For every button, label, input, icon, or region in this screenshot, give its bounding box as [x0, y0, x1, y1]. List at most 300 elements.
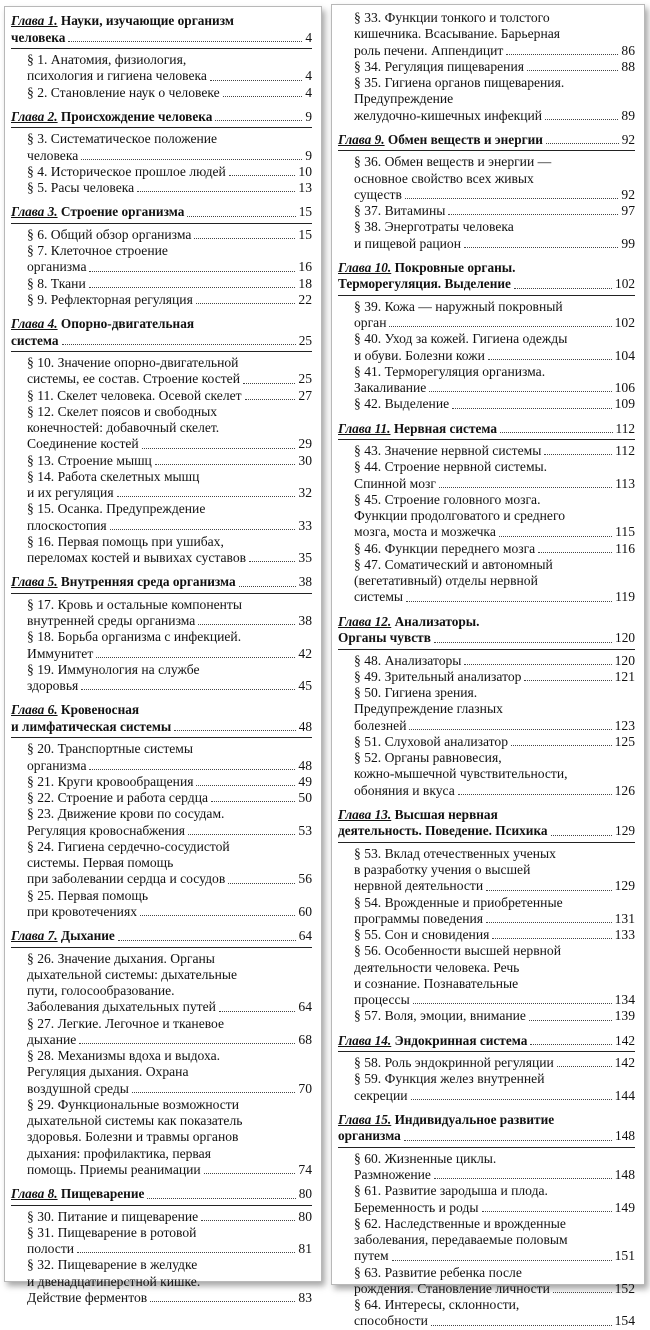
- section-list: [11, 227, 312, 308]
- section-text: § 58. Роль эндокринной регуляции: [354, 1055, 554, 1070]
- section-line: (вегетативный) отделы нервной: [354, 573, 538, 588]
- section-page: 86: [621, 42, 635, 58]
- dot-leader: [464, 247, 618, 248]
- chapter-title: Науки, изучающие организм: [60, 13, 234, 28]
- section-list: [338, 1151, 635, 1330]
- section-page: 115: [615, 524, 635, 540]
- section-line: [27, 292, 312, 308]
- section-page: 125: [614, 733, 635, 749]
- chapter-title: Внутренняя среда организма: [60, 574, 236, 590]
- section-entry: [27, 52, 312, 85]
- section-page: 116: [615, 540, 635, 556]
- dot-leader: [77, 1252, 295, 1253]
- chapter-page: 80: [298, 1186, 312, 1201]
- section-line: пути, голосообразование.: [27, 983, 175, 998]
- section-line: [27, 164, 312, 180]
- section-line: § 27. Легкие. Легочное и тканевое: [27, 1015, 225, 1031]
- dot-leader: [499, 536, 612, 537]
- section-text: Заболевания дыхательных путей: [27, 999, 216, 1015]
- section-line: [27, 1162, 312, 1178]
- dot-leader: [187, 216, 295, 217]
- chapter-heading: [11, 316, 312, 352]
- dot-leader: [96, 657, 295, 658]
- section-line: дыхательной системы: дыхательные: [27, 966, 238, 982]
- section-line: [354, 59, 635, 75]
- dot-leader: [89, 769, 295, 770]
- section-text: Спинной мозг: [354, 475, 436, 491]
- chapter-title: Кровеносная: [60, 702, 140, 718]
- chapter-title: и лимфатическая системы: [11, 718, 172, 734]
- chapter-title: Анализаторы.: [394, 613, 480, 629]
- dot-leader: [249, 561, 295, 562]
- section-text: при кровотечениях: [27, 903, 137, 919]
- dot-leader: [118, 940, 296, 941]
- section-list: [338, 299, 635, 413]
- section-entry: [354, 1055, 635, 1071]
- chapter-heading: [11, 928, 312, 948]
- section-page: 151: [614, 1248, 635, 1264]
- section-line: [354, 718, 635, 734]
- section-text: § 51. Слуховой анализатор: [354, 733, 509, 749]
- dot-leader: [409, 729, 611, 730]
- chapter-label: Глава 6.: [11, 702, 58, 718]
- chapter-title-line: [11, 719, 312, 736]
- section-page: 48: [298, 757, 312, 773]
- dot-leader: [458, 794, 612, 795]
- section-entry: [354, 1151, 635, 1184]
- section-text: и их регуляция: [27, 485, 114, 500]
- chapter-label: Глава 7.: [11, 928, 58, 943]
- section-entry: [354, 443, 635, 459]
- section-page: 30: [298, 452, 312, 468]
- section-text: § 5. Расы человека: [27, 180, 135, 195]
- section-line: § 7. Клеточное строение: [27, 243, 168, 258]
- section-line: [354, 783, 635, 799]
- dot-leader: [413, 1003, 612, 1004]
- section-line: § 60. Жизненные циклы.: [354, 1150, 497, 1166]
- section-text: § 9. Рефлекторная регуляция: [27, 291, 193, 307]
- dot-leader: [89, 287, 296, 288]
- section-line: [354, 315, 635, 331]
- section-line: § 32. Пищеварение в желудке: [27, 1257, 198, 1273]
- section-line: § 62. Наследственные и врожденные: [354, 1215, 566, 1231]
- chapter-label: Глава 11.: [338, 420, 391, 436]
- chapter-title: человека: [11, 29, 66, 45]
- chapter-title: Терморегуляция. Выделение: [338, 276, 511, 292]
- section-entry: [27, 388, 312, 404]
- section-entry: [354, 669, 635, 685]
- section-page: 32: [298, 485, 312, 500]
- section-line: § 40. Уход за кожей. Гигиена одежды: [354, 331, 568, 347]
- section-line: Регуляция дыхания. Охрана: [27, 1064, 189, 1080]
- section-text: Размножение: [354, 1167, 431, 1182]
- dot-leader: [392, 1260, 612, 1261]
- section-list: [338, 653, 635, 799]
- dot-leader: [89, 271, 295, 272]
- section-line: и сознание. Познавательные: [354, 975, 519, 991]
- section-entry: [354, 1297, 635, 1330]
- section-page: 109: [614, 396, 635, 412]
- dot-leader: [492, 938, 611, 939]
- chapter-title: Строение организма: [60, 204, 185, 220]
- section-list: [11, 597, 312, 695]
- section-line: [27, 436, 312, 452]
- section-line: § 14. Работа скелетных мышц: [27, 468, 200, 484]
- section-line: [354, 992, 635, 1008]
- section-page: 121: [614, 668, 635, 684]
- section-line: [27, 518, 312, 534]
- section-text: § 11. Скелет человека. Осевой скелет: [27, 387, 242, 403]
- section-line: [27, 646, 312, 662]
- section-line: [27, 550, 312, 566]
- dot-leader: [464, 664, 611, 665]
- section-page: 113: [615, 475, 635, 491]
- section-text: переломах костей и вывихах суставов: [27, 550, 247, 565]
- section-line: [27, 68, 312, 84]
- chapter-title-text: [338, 132, 543, 149]
- section-line: § 10. Значение опорно-двигательной: [27, 355, 239, 370]
- section-line: Предупреждение глазных: [354, 701, 503, 717]
- dot-leader: [68, 41, 302, 42]
- section-page: 106: [614, 380, 635, 395]
- chapter-heading: [338, 1033, 635, 1053]
- section-line: § 44. Строение нервной системы.: [354, 459, 548, 475]
- section-entry: [354, 943, 635, 1008]
- chapter-heading: [11, 574, 312, 594]
- dot-leader: [245, 399, 296, 400]
- section-text: § 46. Функции переднего мозга: [354, 540, 536, 556]
- section-page: 112: [615, 443, 635, 458]
- chapter-label: Глава 14.: [338, 1032, 392, 1048]
- section-line: § 3. Систематическое положение: [27, 131, 218, 147]
- section-text: внутренней среды организма: [27, 613, 196, 628]
- section-line: [27, 999, 312, 1015]
- section-list: [11, 131, 312, 196]
- section-line: кожно-мышечной чувствительности,: [354, 766, 568, 782]
- section-text: § 21. Круги кровообращения: [27, 773, 194, 789]
- dot-leader: [429, 391, 611, 392]
- dot-leader: [546, 143, 619, 144]
- dot-leader: [215, 120, 302, 121]
- section-text: способности: [354, 1313, 428, 1329]
- section-line: деятельности человека. Речь: [354, 959, 520, 975]
- dot-leader: [411, 1099, 612, 1100]
- section-entry: [354, 459, 635, 492]
- section-page: 134: [614, 992, 635, 1007]
- section-text: Регуляция кровоснабжения: [27, 822, 186, 838]
- section-entry: [27, 790, 312, 806]
- section-line: [27, 1209, 312, 1225]
- section-entry: [27, 355, 312, 388]
- chapter-title-text: [11, 928, 115, 945]
- chapter-label: Глава 8.: [11, 1186, 58, 1201]
- section-line: [354, 653, 635, 669]
- chapter-title: Нервная система: [393, 420, 498, 436]
- section-line: [27, 1290, 312, 1306]
- section-page: 13: [298, 180, 312, 195]
- chapter-title: Эндокринная система: [394, 1032, 528, 1048]
- section-text: орган: [354, 315, 387, 330]
- section-line: § 12. Скелет поясов и свободных: [27, 403, 218, 419]
- section-line: § 19. Иммунология на службе: [27, 661, 200, 677]
- dot-leader: [196, 785, 295, 786]
- section-page: 68: [298, 1031, 312, 1047]
- section-line: [354, 187, 635, 203]
- section-line: § 26. Значение дыхания. Органы: [27, 950, 215, 966]
- section-line: § 54. Врожденные и приобретенные: [354, 894, 563, 910]
- section-entry: [354, 59, 635, 75]
- chapter-title-text: [11, 109, 212, 126]
- section-line: [27, 485, 312, 501]
- section-entry: [27, 1225, 312, 1258]
- section-page: 33: [298, 517, 312, 533]
- section-text: и пищевой рацион: [354, 235, 461, 251]
- dot-leader: [514, 288, 612, 289]
- section-list: [338, 846, 635, 1025]
- section-line: кишечника. Всасывание. Барьерная: [354, 26, 561, 42]
- chapter-title-text: [11, 1186, 144, 1203]
- section-text: воздушной среды: [27, 1080, 129, 1096]
- section-entry: [354, 541, 635, 557]
- chapter-label: Глава 2.: [11, 108, 58, 124]
- section-text: § 55. Сон и сновидения: [354, 927, 490, 942]
- section-entry: [27, 806, 312, 839]
- section-page: 119: [615, 589, 635, 605]
- section-entry: [354, 557, 635, 606]
- dot-leader: [201, 1220, 295, 1221]
- section-text: здоровья: [27, 678, 79, 693]
- section-entry: [27, 227, 312, 243]
- section-text: § 49. Зрительный анализатор: [354, 668, 522, 684]
- section-line: § 23. Движение крови по сосудам.: [27, 806, 225, 822]
- section-entry: [27, 1016, 312, 1049]
- section-entry: [27, 469, 312, 502]
- section-entry: [27, 1097, 312, 1178]
- chapter-title: Органы чувств: [338, 630, 431, 645]
- chapter-page: 15: [298, 204, 312, 220]
- section-line: [27, 871, 312, 887]
- dot-leader: [500, 432, 613, 433]
- section-text: мозга, моста и мозжечка: [354, 524, 496, 540]
- section-entry: [354, 750, 635, 799]
- section-line: § 64. Интересы, склонности,: [354, 1297, 520, 1312]
- section-line: дыхательной системы как показатель: [27, 1113, 243, 1128]
- dot-leader: [551, 835, 612, 836]
- section-page: 74: [298, 1161, 312, 1177]
- section-line: [27, 85, 312, 101]
- dot-leader: [188, 834, 295, 835]
- chapter-title-line: [338, 614, 635, 631]
- section-text: § 34. Регуляция пищеварения: [354, 58, 524, 74]
- section-line: [354, 203, 635, 219]
- dot-leader: [530, 1044, 612, 1045]
- section-text: рождения. Становление личности: [354, 1280, 550, 1296]
- dot-leader: [204, 1173, 296, 1174]
- section-line: § 35. Гигиена органов пищеварения.: [354, 75, 565, 90]
- section-text: желудочно-кишечных инфекций: [354, 107, 543, 123]
- dot-leader: [529, 1020, 612, 1021]
- chapter-title-text: [11, 574, 236, 591]
- section-page: 139: [614, 1008, 635, 1024]
- section-list: [11, 52, 312, 101]
- chapter-heading: [338, 421, 635, 441]
- dot-leader: [538, 552, 612, 553]
- section-text: болезней: [354, 717, 407, 733]
- section-text: путем: [354, 1248, 389, 1264]
- section-page: 149: [614, 1199, 635, 1215]
- section-page: 29: [298, 436, 312, 452]
- chapter-title-line: [11, 333, 312, 350]
- section-entry: [27, 1257, 312, 1306]
- dot-leader: [439, 487, 612, 488]
- section-page: 42: [298, 645, 312, 661]
- chapter-label: Глава 3.: [11, 204, 58, 220]
- section-page: 27: [298, 387, 312, 403]
- chapter-page: 120: [615, 630, 635, 645]
- chapter-title: Высшая нервная: [394, 806, 498, 822]
- section-line: § 25. Первая помощь: [27, 887, 149, 903]
- chapter-heading: [338, 132, 635, 152]
- section-line: § 61. Развитие зародыша и плода.: [354, 1183, 548, 1199]
- section-line: § 59. Функция желез внутренней: [354, 1071, 545, 1087]
- section-line: [354, 1281, 635, 1297]
- section-line: § 50. Гигиена зрения.: [354, 685, 478, 700]
- section-line: § 24. Гигиена сердечно-сосудистой: [27, 838, 230, 854]
- chapter-heading: [338, 260, 635, 296]
- section-line: § 41. Терморегуляция организма.: [354, 363, 546, 379]
- chapter-title-line: [11, 702, 312, 719]
- section-entry: [27, 276, 312, 292]
- section-text: помощь. Приемы реанимации: [27, 1161, 201, 1177]
- dot-leader: [448, 214, 618, 215]
- section-entry: [354, 1265, 635, 1298]
- section-entry: [354, 927, 635, 943]
- chapter-heading: [338, 614, 635, 650]
- section-line: § 47. Соматический и автономный: [354, 556, 553, 572]
- toc-page-left: [4, 6, 322, 1305]
- section-page: 35: [298, 550, 312, 565]
- section-line: дыхания: профилактика, первая: [27, 1145, 211, 1161]
- section-entry: [354, 396, 635, 412]
- section-text: существ: [354, 186, 402, 202]
- section-line: [354, 524, 635, 540]
- chapter-title-line: [338, 276, 635, 293]
- section-page: 120: [614, 652, 635, 668]
- section-line: [354, 396, 635, 412]
- section-text: Беременность и роды: [354, 1199, 479, 1215]
- section-entry: [27, 131, 312, 164]
- chapter-heading: [11, 204, 312, 224]
- section-line: § 17. Кровь и остальные компоненты: [27, 596, 242, 612]
- section-text: процессы: [354, 992, 410, 1007]
- section-text: программы поведения: [354, 910, 484, 926]
- dot-leader: [79, 1043, 295, 1044]
- chapter-heading: [338, 1112, 635, 1148]
- section-text: организма: [27, 259, 87, 275]
- dot-leader: [174, 730, 295, 731]
- section-text: § 57. Воля, эмоции, внимание: [354, 1008, 526, 1024]
- section-line: [354, 541, 635, 557]
- section-line: [354, 348, 635, 364]
- section-line: [354, 669, 635, 685]
- dot-leader: [81, 159, 302, 160]
- section-text: секреции: [354, 1087, 408, 1103]
- section-page: 38: [298, 613, 312, 628]
- section-line: [354, 589, 635, 605]
- dot-leader: [137, 191, 295, 192]
- chapter-page: 112: [615, 420, 635, 436]
- chapter-title-line: [338, 132, 635, 149]
- chapter-page: 102: [615, 276, 635, 292]
- section-line: [354, 108, 635, 124]
- dot-leader: [434, 1178, 612, 1179]
- section-list: [11, 951, 312, 1179]
- section-page: 70: [298, 1080, 312, 1096]
- chapter-heading: [11, 109, 312, 129]
- section-text: нервной деятельности: [354, 878, 484, 894]
- chapter-label: Глава 1.: [11, 13, 58, 28]
- section-page: 123: [614, 717, 635, 733]
- chapter-title: Пищеварение: [60, 1186, 145, 1201]
- section-entry: [27, 534, 312, 567]
- section-text: Действие ферментов: [27, 1289, 148, 1305]
- section-text: плоскостопия: [27, 517, 107, 533]
- section-text: § 13. Строение мышц: [27, 452, 152, 468]
- section-line: Функции продолговатого и среднего: [354, 508, 565, 523]
- chapter-page: 92: [621, 131, 635, 147]
- dot-leader: [211, 801, 295, 802]
- section-entry: [354, 331, 635, 364]
- section-line: [354, 1008, 635, 1024]
- chapter-label: Глава 5.: [11, 574, 58, 590]
- section-line: [354, 1167, 635, 1183]
- chapter-title: система: [11, 332, 59, 348]
- chapter-page: 148: [615, 1128, 635, 1144]
- section-text: § 22. Строение и работа сердца: [27, 790, 209, 805]
- section-page: 88: [621, 58, 635, 74]
- dot-leader: [486, 890, 612, 891]
- section-list: [338, 154, 635, 252]
- section-page: 83: [298, 1289, 312, 1305]
- section-entry: [27, 888, 312, 921]
- section-line: и двенадцатиперстной кишке.: [27, 1273, 201, 1289]
- chapter-label: Глава 4.: [11, 316, 58, 331]
- section-line: [27, 180, 312, 196]
- section-text: психология и гигиена человека: [27, 68, 207, 84]
- chapter-title-text: [338, 276, 511, 293]
- section-line: [27, 1241, 312, 1257]
- section-line: [27, 227, 312, 243]
- section-page: 133: [614, 927, 635, 942]
- chapter-title: Опорно-двигательная: [60, 316, 195, 331]
- section-entry: [354, 685, 635, 734]
- toc-page-right: [331, 4, 645, 1329]
- section-page: 50: [298, 790, 312, 805]
- section-entry: [354, 10, 635, 59]
- chapter-page: 4: [305, 29, 312, 45]
- section-entry: [354, 846, 635, 895]
- chapter-label: Глава 12.: [338, 613, 392, 629]
- dot-leader: [511, 745, 612, 746]
- section-line: [354, 236, 635, 252]
- section-line: § 38. Энерготраты человека: [354, 219, 514, 235]
- section-page: 104: [614, 347, 635, 363]
- dot-leader: [210, 80, 302, 81]
- section-page: 18: [298, 275, 312, 291]
- chapter-title-line: [338, 1128, 635, 1145]
- chapter-page: 129: [615, 823, 635, 839]
- section-page: 148: [614, 1167, 635, 1182]
